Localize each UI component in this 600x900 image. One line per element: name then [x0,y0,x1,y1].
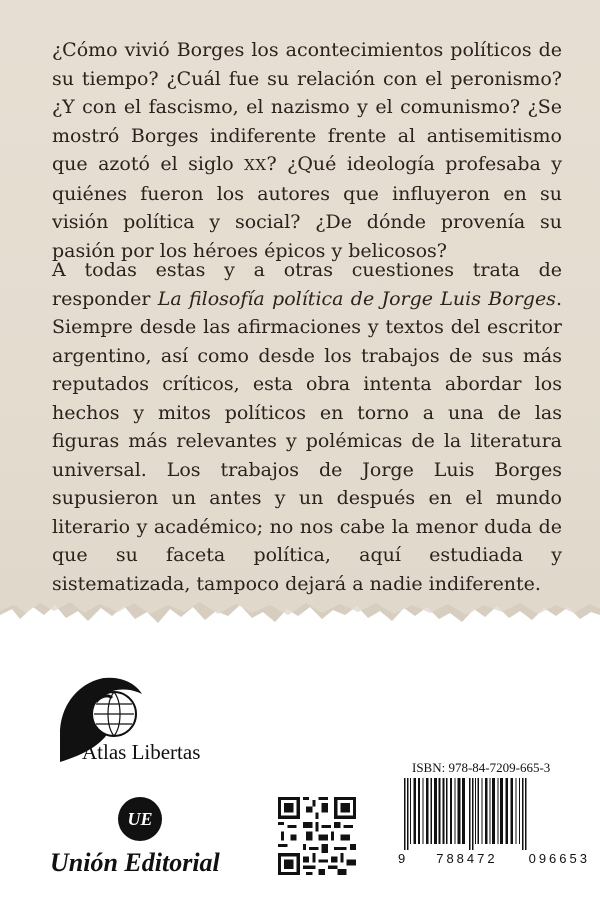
atlas-libertas-name: Atlas Libertas [82,740,201,764]
barcode-digits-left: 788472 [436,851,498,866]
barcode-digit-first: 9 [398,851,406,866]
ue-monogram-icon [118,797,162,841]
blurb-paragraph-summary [52,256,562,598]
blurb-text: A todas estas y a otras cuestiones trata de responder [52,259,562,310]
union-editorial-name: Unión Editorial [50,848,220,877]
ue-monogram-text: UE [127,808,153,829]
barcode-digits [398,851,590,866]
blurb-text: . Siempre desde las afirmaciones y textos del escritor argentino, así como desde los trabajos de sus más reputados críticos, esta obra intenta abordar los hechos y mitos políticos en torno a una de las figuras más relevantes y polémicas de la literatura universal. Los trabajos de Jorge Luis Borges supusieron un antes y un después en el mundo literario y académico; no nos cabe la menor duda de que su faceta política, aquí estudiada y sistematizada, tampoco dejará a nadie indiferente. [52,287,562,595]
isbn-barcode [398,778,590,850]
qr-code [278,797,356,875]
century-numeral: XX [244,156,267,174]
book-title: La filosofía política de Jorge Luis Borges [157,287,556,310]
atlas-libertas-logo [48,674,228,774]
isbn-label: ISBN: 978-84-7209-665-3 [412,760,551,775]
blurb-text: ¿Cómo vivió Borges los acontecimientos políticos de su tiempo? ¿Cuál fue su relación con el peronismo? ¿Y con el fascismo, el nazismo y el comunismo? ¿Se mostró Borges indiferente frente al antisemitismo que azotó el siglo [52,39,562,175]
barcode-digits-right: 096653 [528,851,590,866]
blurb-text: ? ¿Qué ideología profesaba y quiénes fueron los autores que influyeron en su visión política y social? ¿De dónde provenía su pasión por los héroes épicos y belicosos? [52,153,563,262]
blurb-paragraph-questions [52,36,562,265]
